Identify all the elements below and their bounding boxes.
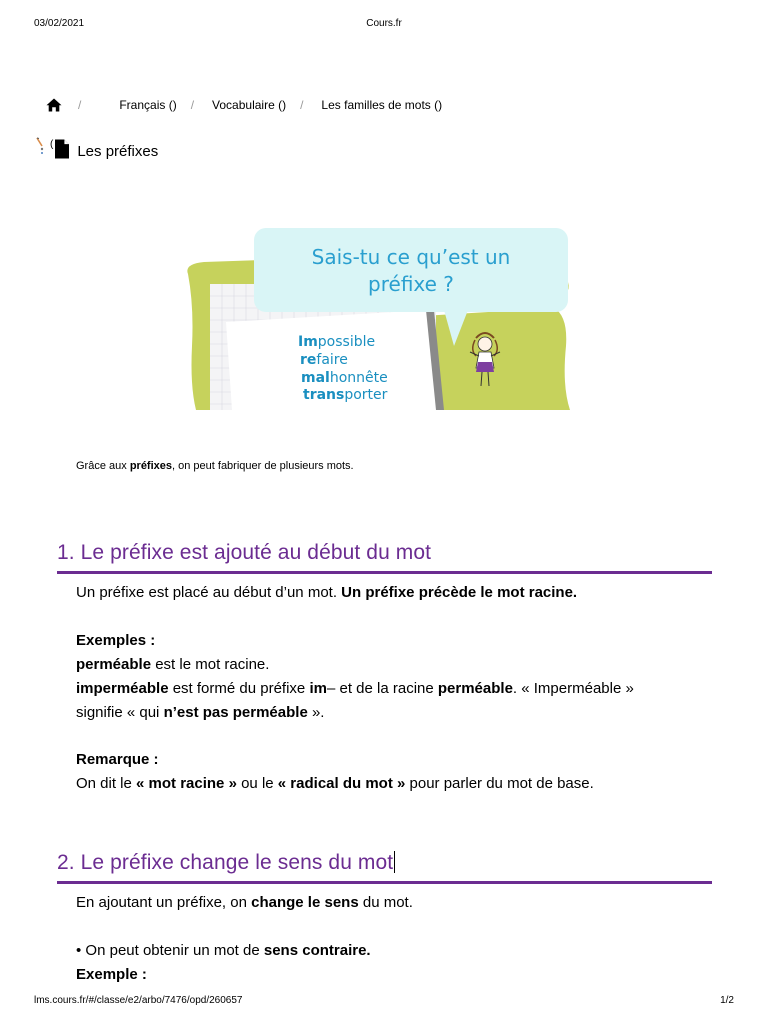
print-date: 03/02/2021 [34,18,85,29]
example-word-refaire: refaire [300,352,348,368]
section-1-rule [57,571,712,574]
section-2-intro: En ajoutant un préfixe, on change le sens du mot. [76,894,413,911]
breadcrumb-separator: / [78,98,82,112]
section-1-remark-label: Remarque : [76,751,159,768]
pencil-icon[interactable] [36,136,44,158]
example-word-impossible: Impossible [298,334,376,350]
prefix-illustration [182,226,576,414]
section-1-example-3: signifie « qui n’est pas perméable ». [76,704,325,721]
breadcrumb-francais[interactable]: Français () [119,98,177,112]
title-paren: ( [50,139,54,150]
breadcrumb-vocabulaire[interactable]: Vocabulaire () [212,98,287,112]
section-1-examples-label: Exemples : [76,632,156,649]
section-2-title: 2. Le préfixe change le sens du mot [57,851,394,874]
print-footer [34,995,734,1009]
print-site-title: Cours.fr [366,18,402,29]
section-1-remark: On dit le « mot racine » ou le « radical du mot » pour parler du mot de base. [76,775,594,792]
breadcrumb-separator: / [190,98,195,112]
print-header [34,18,734,32]
print-page-number: 1/2 [720,995,734,1006]
document-icon [54,139,70,159]
example-word-transporter: transporter [303,387,388,403]
section-2-rule [57,881,712,884]
section-1-example-2: imperméable est formé du préfixe im– et de la racine perméable. « Imperméable » [76,680,634,697]
breadcrumb [46,96,442,114]
section-1-definition: Un préfixe est placé au début d’un mot. Un préfixe précède le mot racine. [76,584,578,601]
section-1-title: 1. Le préfixe est ajouté au début du mot [57,541,432,564]
intro-sentence: Grâce aux préfixes, on peut fabriquer de plusieurs mots. [76,460,354,472]
bubble-line-2: préfixe ? [368,272,454,296]
home-icon[interactable] [46,98,62,112]
breadcrumb-familles-de-mots[interactable]: Les familles de mots () [321,98,443,112]
page-title: Les préfixes [77,143,159,160]
section-2-bullet-1: • On peut obtenir un mot de sens contraire. [76,942,371,959]
section-2-example-label: Exemple : [76,966,147,983]
bubble-line-1: Sais-tu ce qu’est un [311,245,511,269]
example-word-malhonnete: malhonnête [301,370,388,386]
text-cursor [394,851,395,873]
lesson-title-row [36,136,158,160]
print-url: lms.cours.fr/#/classe/e2/arbo/7476/opd/260657 [34,995,243,1006]
breadcrumb-separator: / [300,98,304,112]
section-1-example-1: perméable est le mot racine. [76,656,270,673]
